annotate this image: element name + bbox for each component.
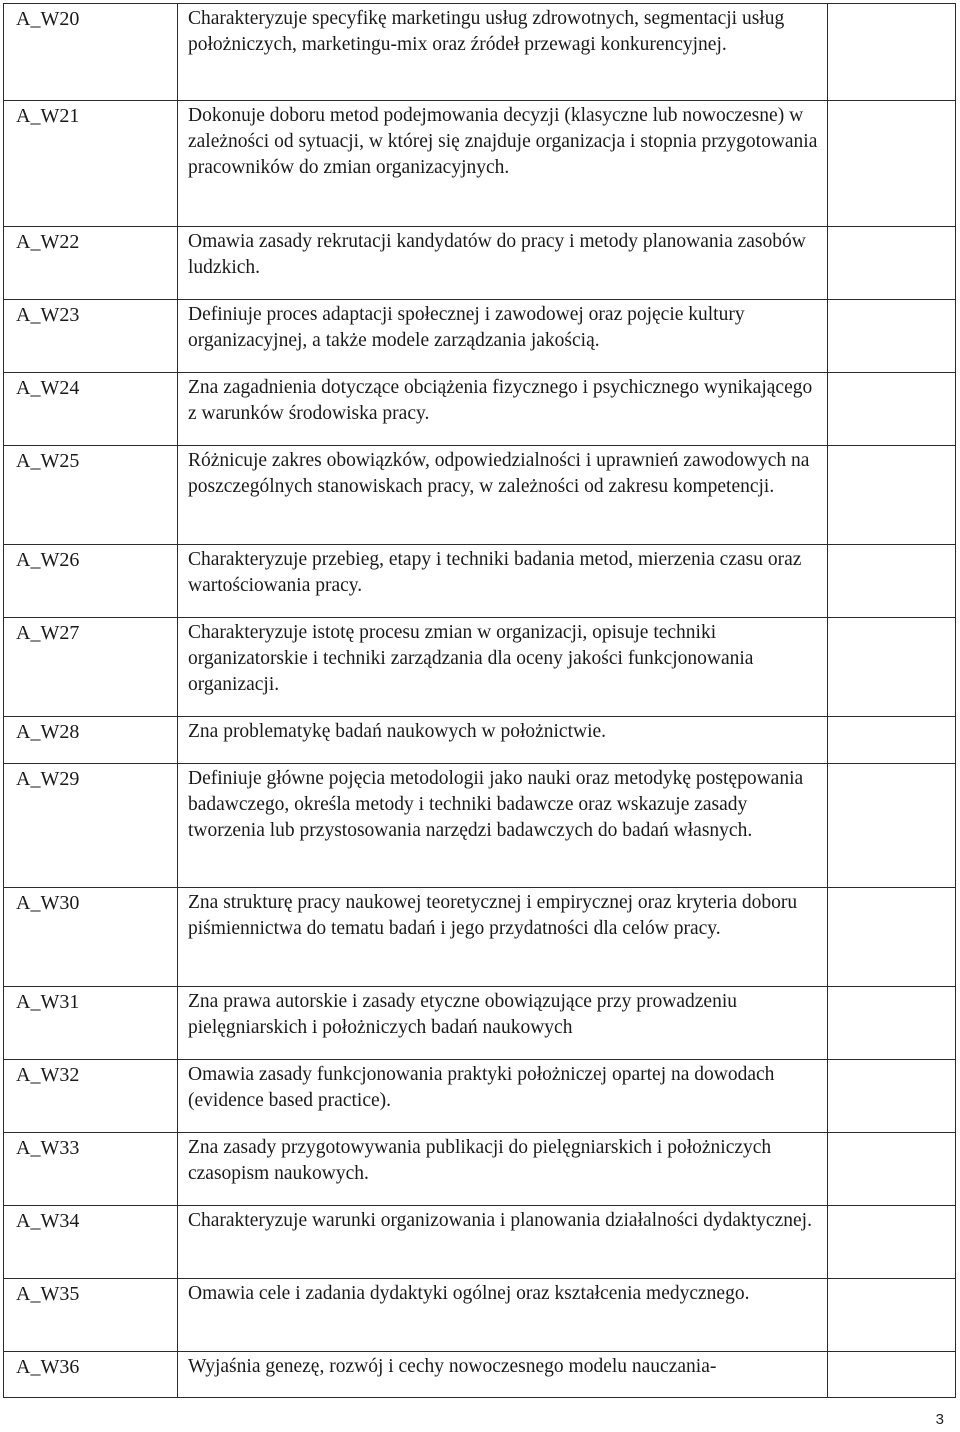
outcome-code-cell: [4, 446, 178, 545]
outcome-description-cell: [178, 1352, 828, 1398]
table-row: [4, 101, 956, 227]
outcome-code: A_W21: [16, 105, 80, 127]
outcome-code: A_W34: [16, 1210, 80, 1232]
outcome-code: A_W27: [16, 622, 80, 644]
empty-cell: [828, 888, 956, 987]
outcome-description-cell: [178, 545, 828, 618]
outcome-description-cell: [178, 764, 828, 888]
empty-cell: [828, 101, 956, 227]
outcome-code: A_W20: [16, 8, 80, 30]
outcome-code: A_W24: [16, 377, 80, 399]
table-row: [4, 1279, 956, 1352]
outcome-code: A_W29: [16, 768, 80, 790]
empty-cell: [828, 1352, 956, 1398]
table-row: [4, 227, 956, 300]
empty-cell: [828, 764, 956, 888]
outcome-description-cell: [178, 227, 828, 300]
table-row: [4, 300, 956, 373]
outcome-code-cell: [4, 618, 178, 717]
outcome-description: Charakteryzuje przebieg, etapy i techniki badania metod, mierzenia czasu oraz wartościowania pracy.: [188, 549, 802, 596]
table-row: [4, 1206, 956, 1279]
outcome-description: Zna problematykę badań naukowych w położnictwie.: [188, 721, 607, 742]
table-row: [4, 987, 956, 1060]
outcome-code-cell: [4, 1133, 178, 1206]
empty-cell: [828, 1206, 956, 1279]
outcome-code: A_W30: [16, 892, 80, 914]
empty-cell: [828, 987, 956, 1060]
outcome-code-cell: [4, 1279, 178, 1352]
table-row: [4, 1133, 956, 1206]
outcome-code: A_W28: [16, 721, 80, 743]
outcome-code: A_W23: [16, 304, 80, 326]
outcome-description-cell: [178, 618, 828, 717]
outcome-description: Omawia zasady funkcjonowania praktyki położniczej opartej na dowodach (evidence based practice).: [188, 1064, 775, 1111]
outcome-description-cell: [178, 446, 828, 545]
outcome-code: A_W25: [16, 450, 80, 472]
outcome-code: A_W26: [16, 549, 80, 571]
outcome-description: Charakteryzuje istotę procesu zmian w organizacji, opisuje techniki organizatorskie i techniki zarządzania dla oceny jakości funkcjonowania organizacji.: [188, 622, 754, 695]
empty-cell: [828, 618, 956, 717]
table-row: [4, 717, 956, 764]
empty-cell: [828, 300, 956, 373]
table-row: [4, 446, 956, 545]
outcome-description: Definiuje główne pojęcia metodologii jako nauki oraz metodykę postępowania badawczego, określa metody i techniki badawcze oraz wskazuje zasady tworzenia lub przystosowania narzędzi badawczych do badań własnych.: [188, 768, 804, 841]
outcome-code: A_W22: [16, 231, 80, 253]
empty-cell: [828, 227, 956, 300]
table-row: [4, 618, 956, 717]
table-row: [4, 545, 956, 618]
outcome-description: Wyjaśnia genezę, rozwój i cechy nowoczesnego modelu nauczania-: [188, 1356, 717, 1377]
outcome-description: Zna zasady przygotowywania publikacji do pielęgniarskich i położniczych czasopism naukowych.: [188, 1137, 772, 1184]
outcome-description: Dokonuje doboru metod podejmowania decyzji (klasyczne lub nowoczesne) w zależności od sytuacji, w której się znajduje organizacja i stopnia przygotowania pracowników do zmian organizacyjnych.: [188, 105, 818, 178]
table-row: [4, 888, 956, 987]
outcome-description: Omawia zasady rekrutacji kandydatów do pracy i metody planowania zasobów ludzkich.: [188, 231, 806, 278]
outcome-description-cell: [178, 1279, 828, 1352]
outcome-code-cell: [4, 1206, 178, 1279]
outcome-code-cell: [4, 545, 178, 618]
learning-outcomes-table: [3, 3, 956, 1398]
outcome-code-cell: [4, 373, 178, 446]
outcome-code: A_W35: [16, 1283, 80, 1305]
outcome-code-cell: [4, 101, 178, 227]
empty-cell: [828, 1133, 956, 1206]
outcome-description: Charakteryzuje warunki organizowania i planowania działalności dydaktycznej.: [188, 1210, 812, 1231]
table-row: [4, 1352, 956, 1398]
outcome-description: Zna prawa autorskie i zasady etyczne obowiązujące przy prowadzeniu pielęgniarskich i położniczych badań naukowych: [188, 991, 737, 1038]
outcome-code: A_W32: [16, 1064, 80, 1086]
outcome-code: A_W36: [16, 1356, 80, 1378]
empty-cell: [828, 717, 956, 764]
empty-cell: [828, 1279, 956, 1352]
empty-cell: [828, 373, 956, 446]
table-row: [4, 373, 956, 446]
outcome-description-cell: [178, 717, 828, 764]
outcome-description-cell: [178, 300, 828, 373]
outcome-code: A_W33: [16, 1137, 80, 1159]
outcome-description: Zna strukturę pracy naukowej teoretycznej i empirycznej oraz kryteria doboru piśmiennictwa do tematu badań i jego przydatności dla celów pracy.: [188, 892, 798, 939]
outcome-code-cell: [4, 227, 178, 300]
outcome-code: A_W31: [16, 991, 80, 1013]
outcome-code-cell: [4, 987, 178, 1060]
outcome-description-cell: [178, 1133, 828, 1206]
outcome-code-cell: [4, 717, 178, 764]
empty-cell: [828, 446, 956, 545]
outcome-code-cell: [4, 888, 178, 987]
outcome-description-cell: [178, 987, 828, 1060]
outcome-code-cell: [4, 1352, 178, 1398]
empty-cell: [828, 1060, 956, 1133]
outcome-description-cell: [178, 101, 828, 227]
outcome-description: Zna zagadnienia dotyczące obciążenia fizycznego i psychicznego wynikającego z warunków środowiska pracy.: [188, 377, 813, 424]
outcome-description-cell: [178, 888, 828, 987]
outcome-code-cell: [4, 1060, 178, 1133]
page-number: 3: [935, 1411, 944, 1428]
outcome-description-cell: [178, 373, 828, 446]
outcome-description-cell: [178, 1060, 828, 1133]
table-row: [4, 764, 956, 888]
outcome-description: Różnicuje zakres obowiązków, odpowiedzialności i uprawnień zawodowych na poszczególnych stanowiskach pracy, w zależności od zakresu kompetencji.: [188, 450, 810, 497]
empty-cell: [828, 4, 956, 101]
outcome-description: Omawia cele i zadania dydaktyki ogólnej oraz kształcenia medycznego.: [188, 1283, 750, 1304]
outcome-description: Charakteryzuje specyfikę marketingu usług zdrowotnych, segmentacji usług położniczych, marketingu-mix oraz źródeł przewagi konkurencyjnej.: [188, 8, 785, 55]
outcome-code-cell: [4, 764, 178, 888]
table-row: [4, 1060, 956, 1133]
outcome-description: Definiuje proces adaptacji społecznej i zawodowej oraz pojęcie kultury organizacyjnej, a także modele zarządzania jakością.: [188, 304, 745, 351]
outcome-code-cell: [4, 4, 178, 101]
outcome-code-cell: [4, 300, 178, 373]
outcome-description-cell: [178, 1206, 828, 1279]
table-row: [4, 4, 956, 101]
empty-cell: [828, 545, 956, 618]
outcome-description-cell: [178, 4, 828, 101]
